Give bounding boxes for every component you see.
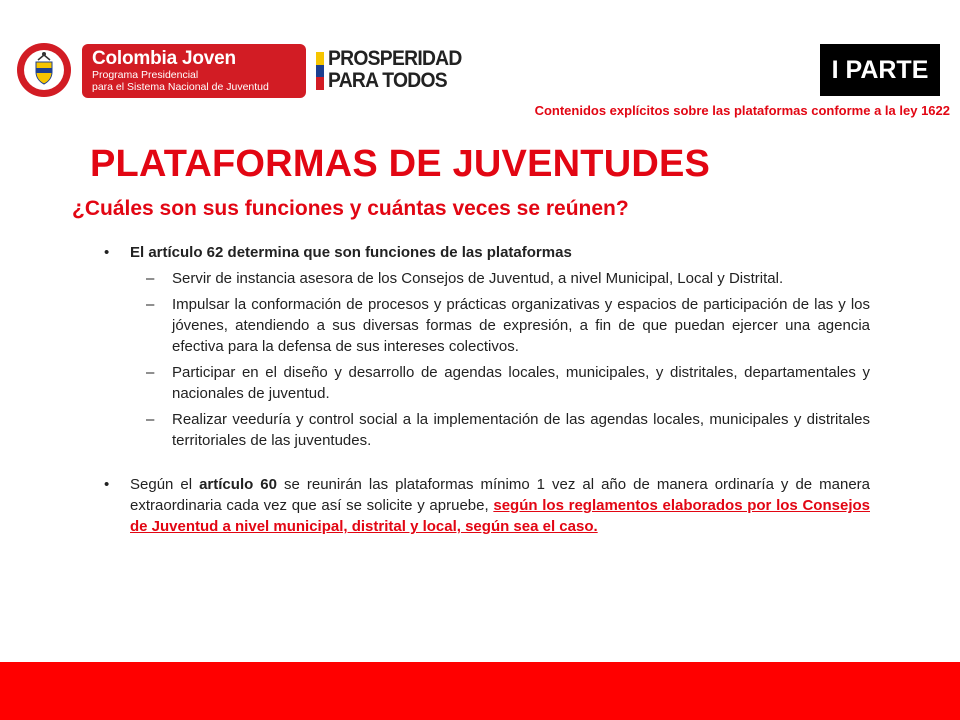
prosperidad-logo bbox=[316, 48, 476, 92]
pp-line1: PROSPERIDAD bbox=[328, 47, 462, 70]
dash-icon: – bbox=[146, 364, 155, 381]
page-question: ¿Cuáles son sus funciones y cuántas veces se reúnen? bbox=[72, 197, 629, 220]
list-item-text: Impulsar la conformación de procesos y prácticas organizativas y espacios de participación de las y los jóvenes, atendiendo a sus diversas formas de expresión, a fin de que puedan ejercer una agencia efectiva para la defensa de sus intereses colectivos. bbox=[172, 296, 870, 355]
colombia-joven-logo bbox=[16, 42, 290, 98]
pp-line2: PARA TODOS bbox=[328, 69, 447, 92]
meetings-part2: se reunirán las plataformas mínimo 1 vez al año de manera ordinaría y de manera extraordinaria cada vez que así se solicite y apruebe, bbox=[130, 476, 871, 514]
bullet-dot-icon: • bbox=[104, 244, 110, 261]
slide-content bbox=[104, 242, 870, 537]
flag-bar-red bbox=[316, 77, 324, 90]
cj-sub-line1: Programa Presidencial bbox=[92, 69, 199, 81]
list-item-text: Servir de instancia asesora de los Consejos de Juventud, a nivel Municipal, Local y Distrital. bbox=[172, 270, 784, 287]
page-title: PLATAFORMAS DE JUVENTUDES bbox=[90, 143, 711, 185]
regulations-link[interactable]: según los reglamentos elaborados por los Consejos de Juventud a nivel municipal, distrital y local, según sea el caso. bbox=[130, 497, 870, 535]
bullet-meetings bbox=[104, 474, 870, 537]
header-subtitle: Contenidos explícitos sobre las plataformas conforme a la ley 1622 bbox=[534, 103, 950, 118]
meetings-article: artículo 60 bbox=[199, 476, 277, 493]
dash-icon: – bbox=[146, 270, 155, 287]
parte-badge: I PARTE bbox=[820, 44, 940, 96]
list-item bbox=[146, 362, 870, 404]
list-item-text: Participar en el diseño y desarrollo de agendas locales, municipales, y distritales, departamentales y nacionales de juventud. bbox=[172, 364, 870, 402]
function-list bbox=[146, 268, 870, 451]
colombia-joven-label-box bbox=[82, 44, 306, 98]
meetings-text bbox=[130, 474, 870, 537]
flag-bar-yellow bbox=[316, 52, 324, 65]
cj-sub-line2: para el Sistema Nacional de Juventud bbox=[92, 81, 269, 93]
prosperidad-text bbox=[328, 48, 462, 92]
list-item bbox=[146, 268, 870, 289]
republic-seal-icon bbox=[16, 42, 72, 98]
list-item bbox=[146, 409, 870, 451]
footer-bar bbox=[0, 662, 960, 720]
bullet-functions bbox=[104, 242, 870, 263]
list-item bbox=[146, 294, 870, 357]
list-item-text: Realizar veeduría y control social a la implementación de las agendas locales, municipales y distritales territoriales de las juventudes. bbox=[172, 411, 870, 449]
flag-bars-icon bbox=[316, 52, 324, 90]
dash-icon: – bbox=[146, 296, 155, 313]
flag-bar-blue bbox=[316, 65, 324, 78]
bullet-lead: El artículo 62 determina que son funciones de las plataformas bbox=[130, 244, 572, 261]
dash-icon: – bbox=[146, 411, 155, 428]
bullet-dot-icon: • bbox=[104, 476, 110, 493]
meetings-part1: Según el bbox=[130, 476, 200, 493]
cj-name: Colombia Joven bbox=[92, 48, 236, 69]
